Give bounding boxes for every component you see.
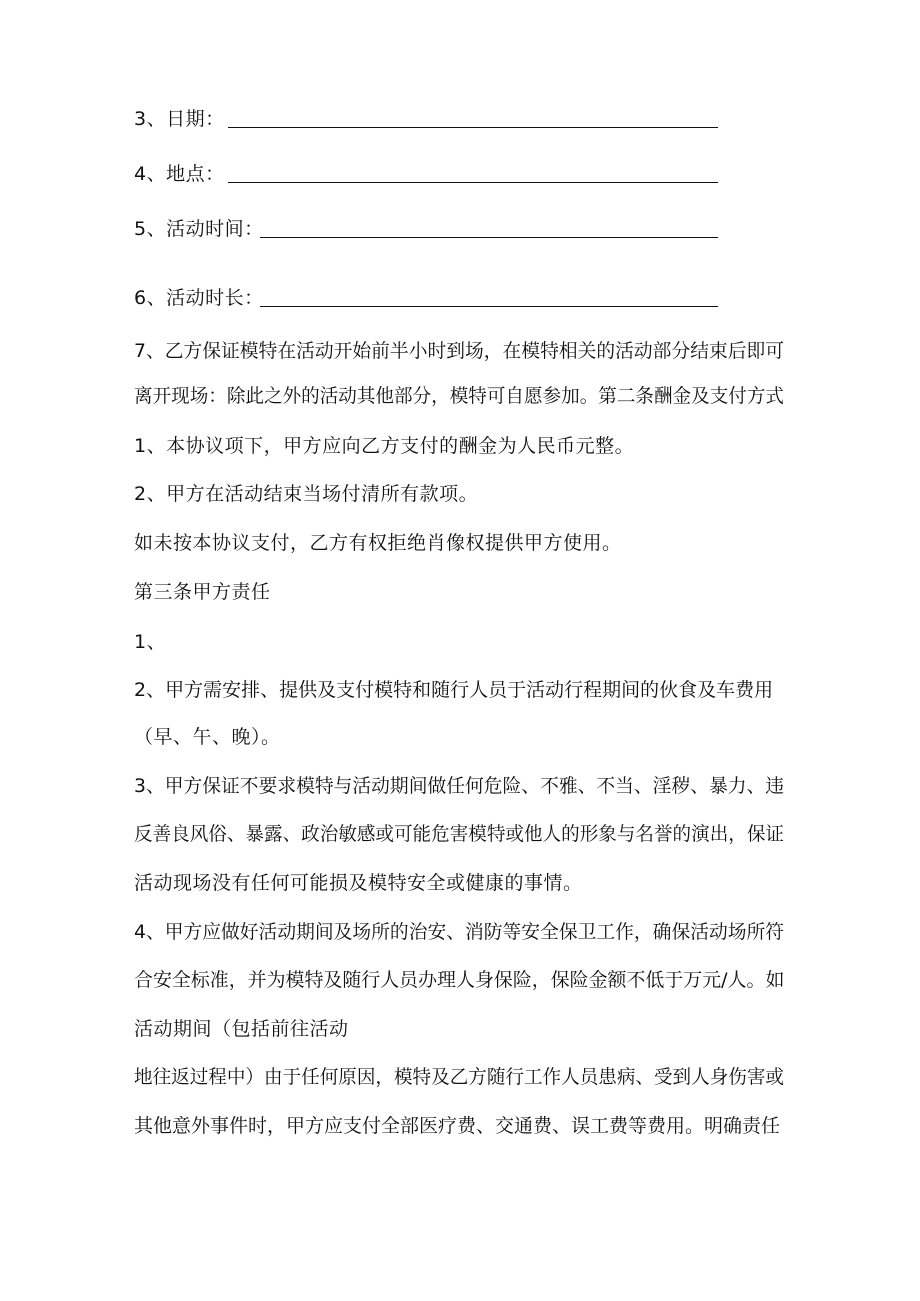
party-a-item-4-line-2: 合安全标准，并为模特及随行人员办理人身保险，保险金额不低于万元/人。如 [134,969,785,991]
party-a-item-3-line-3: 活动现场没有任何可能损及模特安全或健康的事情。 [134,872,583,894]
clause-7-line-1: 7、乙方保证模特在活动开始前半小时到场，在模特相关的活动部分结束后即可 [134,340,785,362]
payment-note: 如未按本协议支付，乙方有权拒绝肖像权提供甲方使用。 [134,532,622,554]
party-a-item-3-line-2: 反善良风俗、暴露、政治敏感或可能危害模特或他人的形象与名誉的演出，保证 [134,823,784,845]
section-heading-party-a: 第三条甲方责任 [134,581,271,603]
clause-7-line-2: 离开现场：除此之外的活动其他部分，模特可自愿参加。第二条酬金及支付方式 [134,385,784,407]
party-a-item-4-line-3: 活动期间（包括前往活动 [134,1018,349,1040]
field-label: 3、日期： [134,108,225,130]
party-a-item-2-line-2: （早、午、晚）。 [134,726,281,748]
location-blank-line [228,182,718,183]
party-a-item-4-line-4: 地往返过程中）由于任何原因，模特及乙方随行工作人员患病、受到人身伤害或 [134,1066,784,1088]
field-label: 5、活动时间： [134,218,264,240]
payment-item-2: 2、甲方在活动结束当场付清所有款项。 [134,483,479,505]
party-a-item-4-line-1: 4、甲方应做好活动期间及场所的治安、消防等安全保卫工作，确保活动场所符 [134,921,785,943]
date-blank-line [228,127,718,128]
activity-time-blank-line [260,237,718,238]
payment-item-1: 1、本协议项下，甲方应向乙方支付的酬金为人民币元整。 [134,435,635,457]
party-a-item-3-line-1: 3、甲方保证不要求模特与活动期间做任何危险、不雅、不当、淫秽、暴力、违 [134,775,785,797]
field-label: 4、地点： [134,163,225,185]
party-a-item-1: 1、 [134,631,167,653]
field-label: 6、活动时长： [134,287,264,309]
activity-duration-blank-line [260,306,718,307]
party-a-item-4-line-5: 其他意外事件时，甲方应支付全部医疗费、交通费、误工费等费用。明确责任 [134,1115,781,1137]
party-a-item-2-line-1: 2、甲方需安排、提供及支付模特和随行人员于活动行程期间的伙食及车费用 [134,679,774,701]
